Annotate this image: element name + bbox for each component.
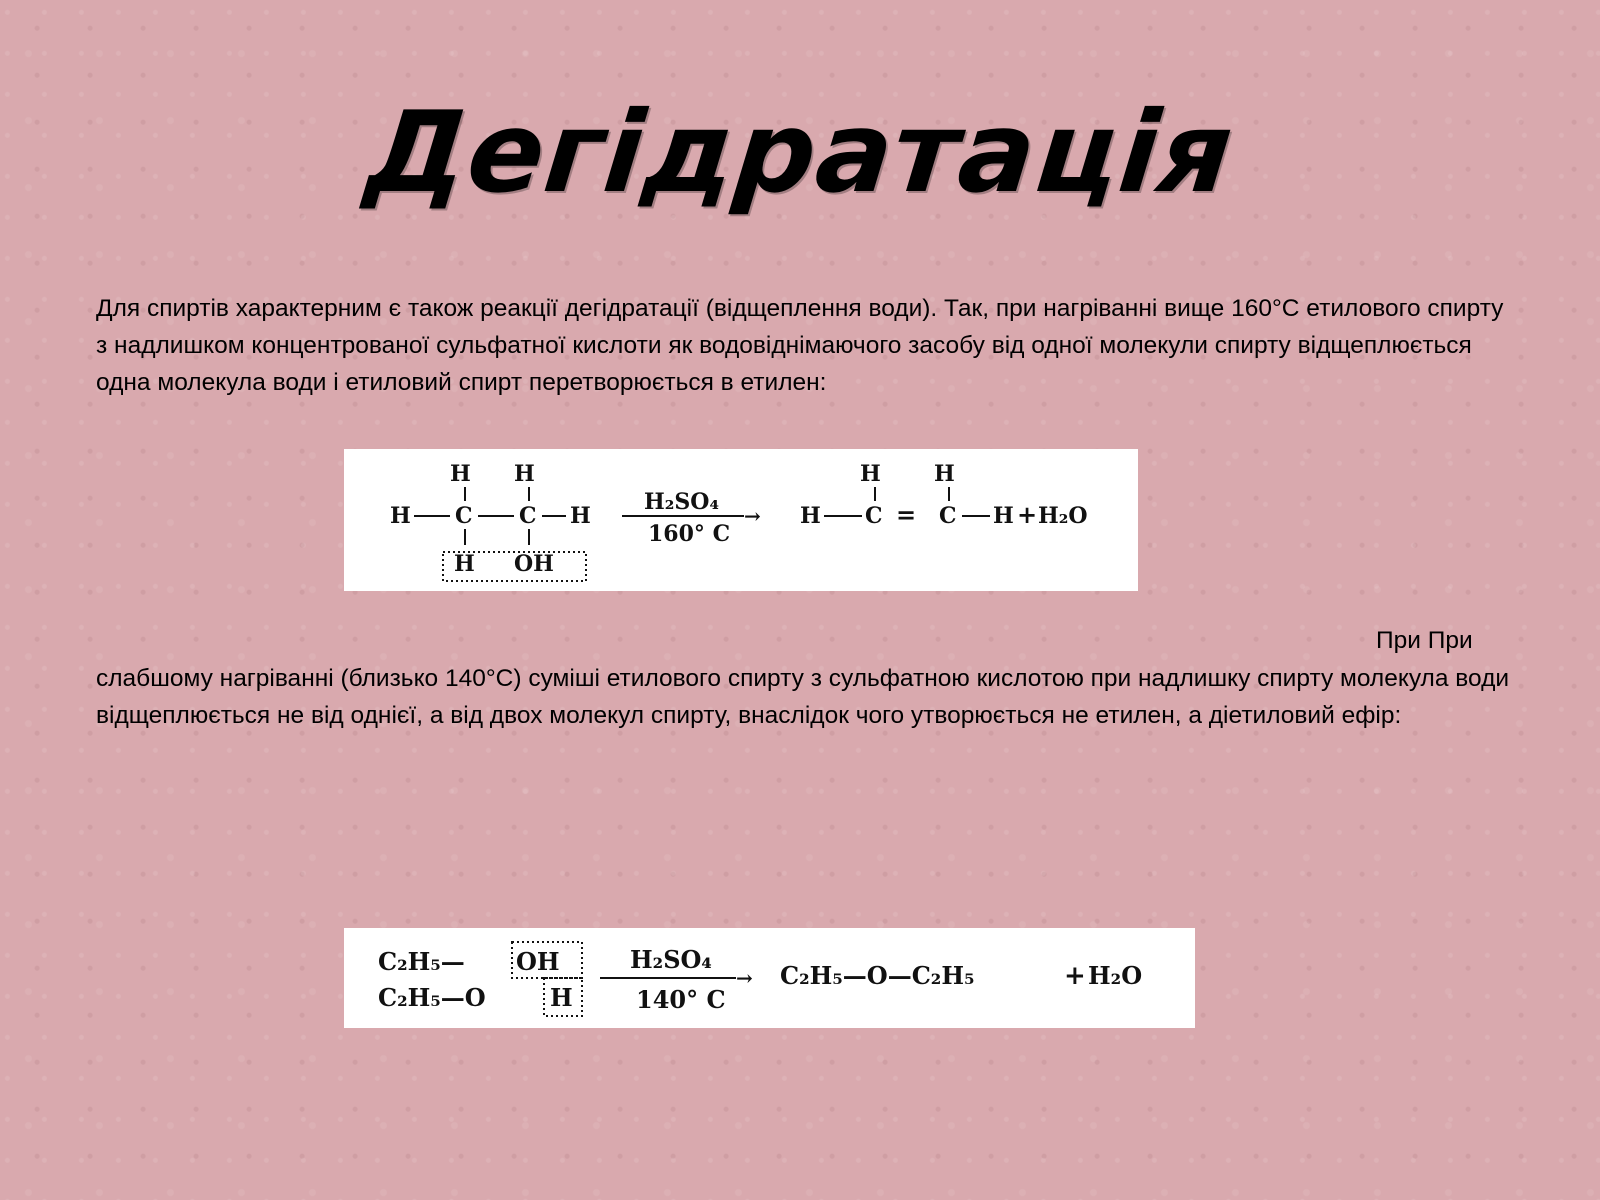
eq1-h-top-2: H <box>514 461 535 487</box>
eq1-p-h-left: H <box>800 503 821 529</box>
eq1-plus: + <box>1017 500 1038 529</box>
equation-diethyl-ether-formation <box>344 928 1195 1028</box>
eq2-reactant1: C₂H₅— <box>378 947 465 976</box>
eq2-condition: 140° C <box>636 985 726 1014</box>
eq1-h-top-1: H <box>450 461 471 487</box>
eq2-reactant2-h: H <box>550 983 573 1012</box>
eq1-water: H₂O <box>1038 503 1088 529</box>
eq2-water: H₂O <box>1088 961 1143 990</box>
eq1-p-c1: C <box>865 503 883 529</box>
equation-ethylene-formation <box>344 449 1138 591</box>
eq1-c2: C <box>519 503 537 529</box>
eq2-arrow: → <box>736 966 753 990</box>
eq1-arrow: → <box>744 504 761 528</box>
eq1-h-left: H <box>390 503 411 529</box>
equation-ether-svg <box>344 928 1195 1028</box>
eq2-product: C₂H₅—O—C₂H₅ <box>780 961 975 990</box>
eq1-catalyst: H₂SO₄ <box>644 489 720 515</box>
slide-title: Дегідратація <box>360 88 1240 218</box>
paragraph-weak-heating: слабшому нагріванні (близько 140°С) суміші етилового спирту з сульфатною кислотою при надлишку спирту молекула води відщеплюється не від однієї, а від двох молекул спирту, внаслідок чого утворюється не етилен, а діетиловий ефір: <box>96 665 1510 729</box>
eq1-condition: 160° C <box>648 521 731 547</box>
eq1-p-h-top-2: H <box>934 461 955 487</box>
eq1-h-right: H <box>570 503 591 529</box>
eq2-reactant1-oh: OH <box>516 947 560 976</box>
paragraph-dehydration-intro: Для спиртів характерним є також реакції дегідратації (відщеплення води). Так, при нагріванні вище 160°С етилового спирту з надлишком концентрованої сульфатної кислоти як водовіднімаючого засобу від одної молекули спирту відщеплюється одна молекула води і етиловий спирт перетворюється в етилен: <box>96 295 1504 396</box>
equation-ethylene-svg <box>344 449 1138 591</box>
eq1-c1: C <box>455 503 473 529</box>
eq2-plus: + <box>1064 961 1086 991</box>
eq1-p-double-bond: = <box>896 500 917 529</box>
paragraph-lead-words: При При <box>1376 627 1473 654</box>
eq1-p-h-top-1: H <box>860 461 881 487</box>
eq1-p-h-right: H <box>993 503 1014 529</box>
eq2-catalyst: H₂SO₄ <box>630 945 712 974</box>
eq1-h-bottom: H <box>454 551 475 577</box>
eq1-p-c2: C <box>939 503 957 529</box>
eq1-oh-bottom: OH <box>514 551 554 577</box>
eq2-reactant2: C₂H₅—O <box>378 983 486 1012</box>
